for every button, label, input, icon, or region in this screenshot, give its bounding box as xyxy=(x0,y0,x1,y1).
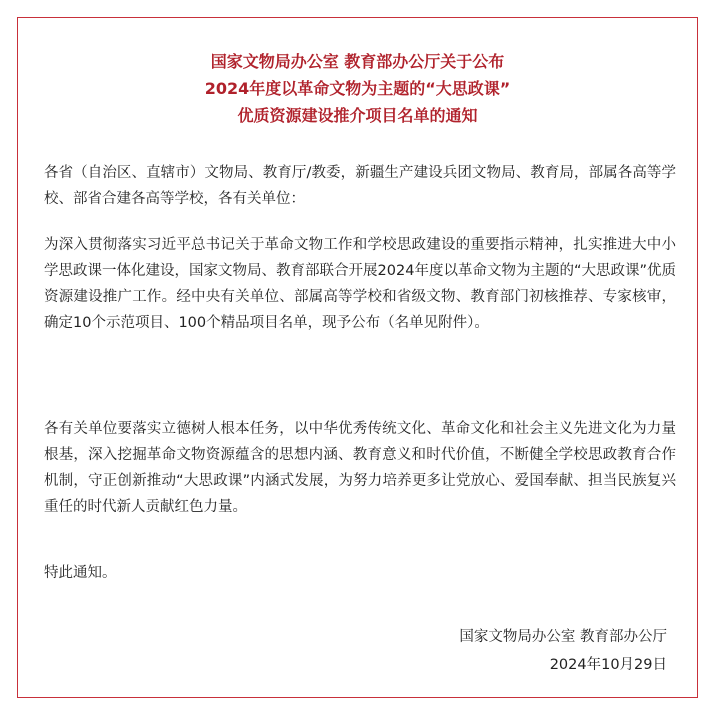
title-line-3: 优质资源建设推介项目名单的通知 xyxy=(237,106,478,125)
notice-frame xyxy=(17,17,698,698)
signature-issuer: 国家文物局办公室 教育部办公厅 xyxy=(459,629,667,645)
paragraph-closing: 特此通知。 xyxy=(44,565,117,581)
paragraph-requirements: 各有关单位要落实立德树人根本任务，以中华优秀传统文化、革命文化和社会主义先进文化为力量根基，深入挖掘革命文物资源蕴含的思想内涵、教育意义和时代价值，不断健全学校思政教育合作机制，守正创新推动“大思政课”内涵式发展，为努力培养更多让党放心、爱国奉献、担当民族复兴重任的时代新人贡献红色力量。 xyxy=(44,421,676,515)
signature-date: 2024年10月29日 xyxy=(549,657,667,673)
notice-title xyxy=(18,48,697,129)
paragraph-announcement: 为深入贯彻落实习近平总书记关于革命文物工作和学校思政建设的重要指示精神，扎实推进大中小学思政课一体化建设，国家文物局、教育部联合开展2024年度以革命文物为主题的“大思政课”优质资源建设推广工作。经中央有关单位、部属高等学校和省级文物、教育部门初核推荐、专家核审，确定10个示范项目、100个精品项目名单，现予公布（名单见附件）。 xyxy=(44,237,676,331)
paragraph-recipients: 各省（自治区、直辖市）文物局、教育厅/教委，新疆生产建设兵团文物局、教育局，部属各高等学校、部省合建各高等学校，各有关单位： xyxy=(44,165,676,207)
title-line-2: 2024年度以革命文物为主题的“大思政课” xyxy=(204,79,511,98)
title-line-1: 国家文物局办公室 教育部办公厅关于公布 xyxy=(210,52,505,71)
